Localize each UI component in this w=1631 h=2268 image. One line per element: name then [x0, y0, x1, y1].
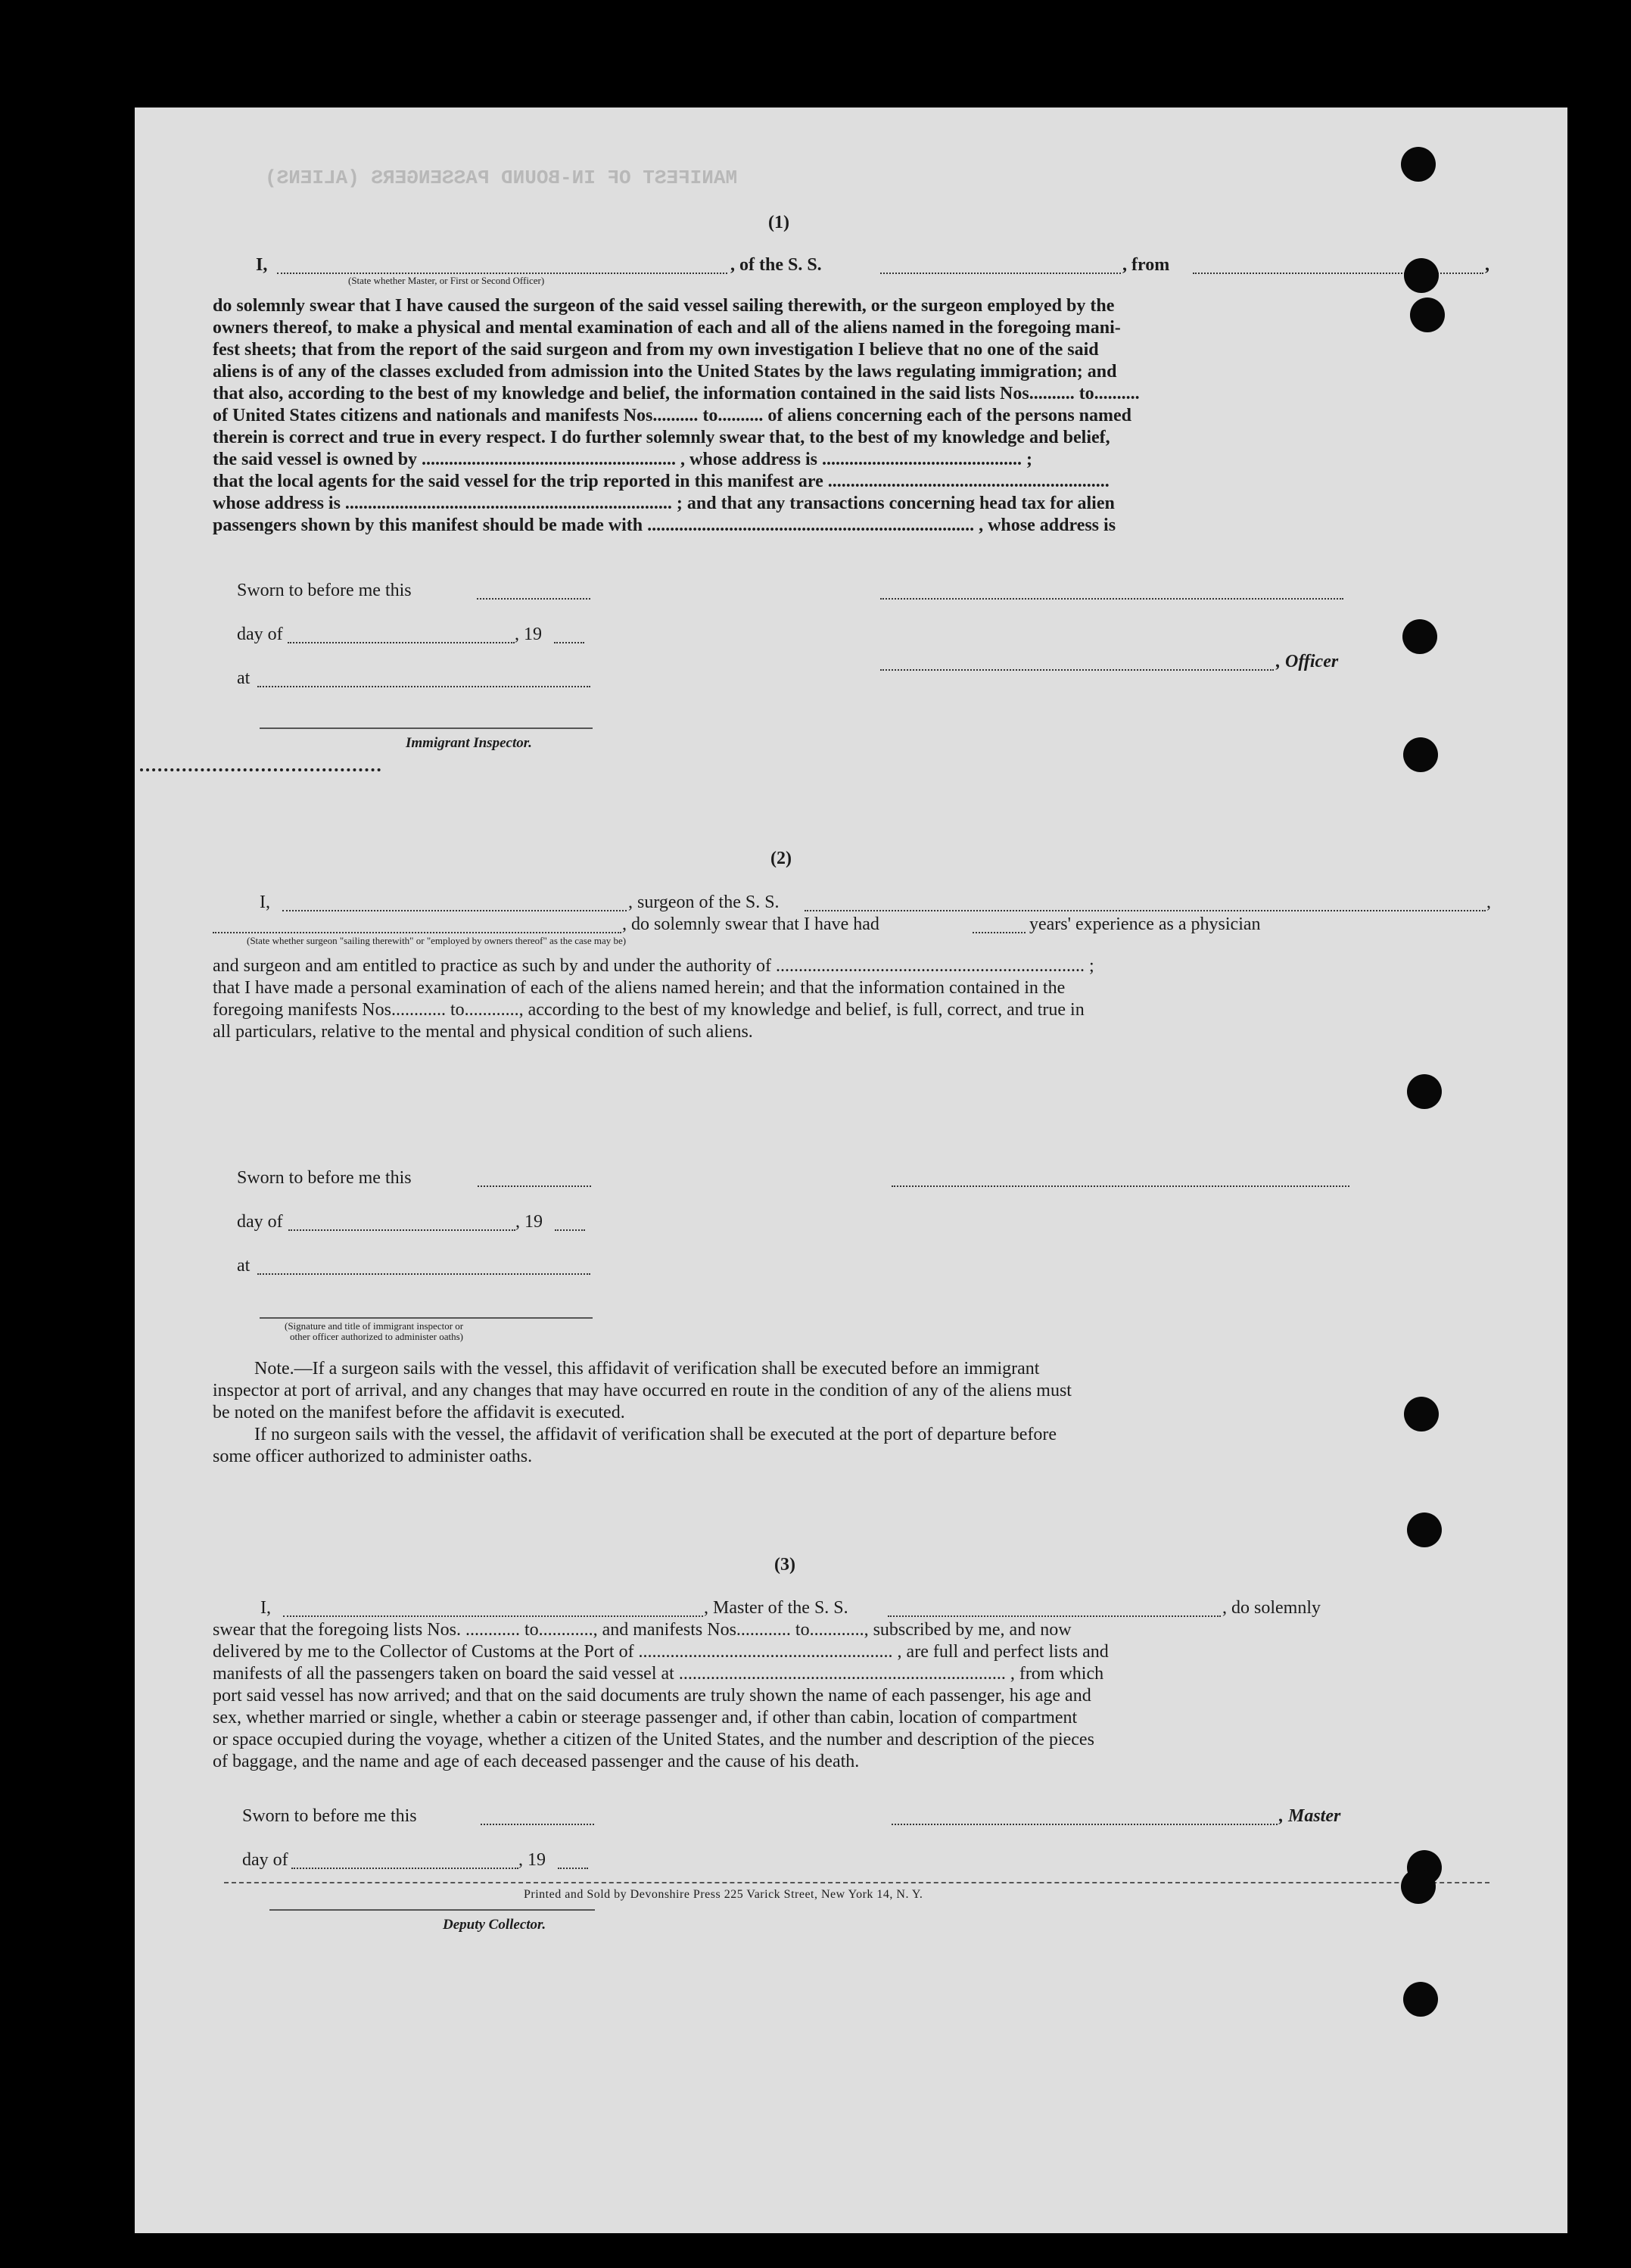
binder-hole — [1407, 1074, 1442, 1109]
s1-signature-line — [880, 598, 1343, 600]
s3-intro-i: I, — [260, 1598, 271, 1618]
s1-sworn: Sworn to before me this — [237, 581, 412, 600]
s2-status-line — [213, 932, 621, 933]
section-1-body: do solemnly swear that I have caused the surgeon of the said vessel sailing therewith, or the surgeon employed by the owners thereof, to make a physical and mental examination of each and all of the aliens named in the foregoing mani- fest sheets; that from the report of the said surgeon and from my own investigation I believe that no one of the said aliens is of any of the classes excluded from admission into the United States by the laws regulating immigration; and that also, according to the best of my knowledge and belief, the information contained in the said lists Nos.......... to.......... of United States citizens and nationals and manifests Nos.......... to.......... of aliens concerning each of the persons named therein is correct and true in every respect. I do further solemnly swear that, to the best of my knowledge and belief, the said vessel is owned by ........................................................ , whose address is ............................................ ; that the local agents for the said vessel for the trip reported in this manifest are .............................................................. whose address is ........................................................................ ; and that any transactions concerning head tax for alien passengers shown by this manifest should be made with ........................................................................ , whose address is — [213, 296, 1140, 535]
note-lead: Note. — [254, 1359, 294, 1379]
section-3-number: (3) — [774, 1555, 795, 1575]
s3-day-line — [291, 1868, 518, 1869]
surgeon-note: (State whether surgeon "sailing therewith" or "employed by owners thereof" as the case may be) — [247, 935, 627, 946]
s1-officer-label: , Officer — [1276, 652, 1339, 671]
vessel-name-line — [880, 273, 1121, 274]
s2-year: , 19 — [515, 1212, 543, 1232]
section-2-body: and surgeon and am entitled to practice as such by and under the authority of .................................................................... ; that I have made a personal examination of each of the aliens named herein; and that the information contained in the foregoing manifests Nos............ to............, according to the best of my knowledge and belief, is full, correct, and true in all particulars, relative to the mental and physical condition of such aliens. — [213, 956, 1094, 1042]
master-name-line — [277, 273, 727, 274]
s3-collector-line — [269, 1909, 595, 1911]
s2-at-line — [257, 1273, 590, 1275]
s2-day-of: day of — [237, 1212, 283, 1232]
s3-intro-master: , Master of the S. S. — [704, 1598, 848, 1618]
s1-inspector-line — [260, 727, 593, 729]
binder-hole — [1402, 619, 1437, 654]
section-3-body: swear that the foregoing lists Nos. ............ to............, and manifests Nos............ to............, subscribed by me, and now delivered by me to the Collector of Customs at the Port of ........................................................ , are full and perfect lists and manifests of all the passengers taken on board the said vessel at ........................................................................ , from which port said vessel has now arrived; and that on the said documents are truly shown the name of each passenger, his age and sex, whether married or single, whether a cabin or steerage passenger and, if other than cabin, location of compartment or space occupied during the voyage, whether a citizen of the United States, and the number and description of the pieces of baggage, and the name and age of each deceased passenger and the cause of his death. — [213, 1620, 1109, 1771]
s2-sworn: Sworn to before me this — [237, 1168, 412, 1188]
s3-sworn-line — [481, 1824, 594, 1825]
s2-at: at — [237, 1256, 251, 1276]
s1-year-line — [554, 642, 584, 643]
binder-hole — [1403, 1982, 1438, 2017]
s1-intro-from: , from — [1122, 255, 1170, 275]
binder-hole — [1407, 1513, 1442, 1547]
left-margin-dots — [140, 768, 381, 771]
s3-master-label: , Master — [1279, 1806, 1341, 1826]
s1-year: , 19 — [515, 625, 542, 644]
s1-sworn-line — [477, 598, 590, 600]
binder-hole — [1401, 1869, 1436, 1904]
binder-hole — [1404, 258, 1439, 293]
s2-sworn-line — [478, 1185, 591, 1187]
section-2-note: Note.—If a surgeon sails with the vessel, this affidavit of verification shall be executed before an immigrant inspector at port of arrival, and any changes that may have occurred en route in the condition of any of the aliens must be noted on the manifest before the affidavit is executed. If no surgeon sails with the vessel, the affidavit of verification shall be executed at the port of departure before some officer authorized to administer oaths. — [213, 1359, 1072, 1466]
s1-intro-comma: , — [1485, 255, 1489, 275]
s3-year-line — [558, 1868, 588, 1869]
s3-year: , 19 — [518, 1850, 546, 1870]
s3-day-of: day of — [242, 1850, 288, 1870]
s2-inspector-line — [260, 1317, 593, 1319]
signature-note-2: other officer authorized to administer oaths) — [290, 1331, 463, 1342]
binder-hole — [1410, 298, 1445, 332]
document-page — [135, 107, 1567, 2233]
s2-vessel-line — [805, 910, 1486, 911]
section-1-number: (1) — [768, 213, 789, 232]
s3-collector-label: Deputy Collector. — [443, 1917, 546, 1933]
binder-hole — [1401, 147, 1436, 182]
s2-year-line — [555, 1229, 585, 1231]
s3-sworn: Sworn to before me this — [242, 1806, 417, 1826]
printer-imprint: Printed and Sold by Devonshire Press 225 Varick Street, New York 14, N. Y. — [524, 1888, 923, 1901]
section-2-number: (2) — [770, 849, 792, 868]
s1-inspector-label: Immigrant Inspector. — [406, 735, 532, 751]
s3-master-name-line — [283, 1615, 703, 1617]
s2-day-line — [288, 1229, 515, 1231]
s1-day-of: day of — [237, 625, 283, 644]
s2-swear: , do solemnly swear that I have had — [622, 914, 879, 934]
binder-hole — [1403, 737, 1438, 772]
surgeon-name-line — [282, 910, 627, 911]
s1-day-line — [288, 642, 515, 643]
signature-note-1: (Signature and title of immigrant inspector or — [285, 1320, 464, 1332]
s1-intro-ss: , of the S. S. — [730, 255, 822, 275]
s3-vessel-line — [888, 1615, 1221, 1617]
s1-officer-line — [880, 669, 1274, 671]
s2-intro-surgeon: , surgeon of the S. S. — [628, 893, 780, 912]
s3-master-line — [892, 1824, 1278, 1825]
s2-intro-comma: , — [1486, 893, 1491, 912]
s1-at-line — [257, 686, 590, 687]
s3-intro-solemnly: , do solemnly — [1222, 1598, 1321, 1618]
s2-intro-i: I, — [260, 893, 270, 912]
binder-hole — [1404, 1397, 1439, 1432]
s2-years-line — [973, 932, 1026, 933]
s1-at: at — [237, 668, 251, 688]
officer-note: (State whether Master, or First or Second Officer) — [348, 275, 545, 286]
bleed-through-header: MANIFEST OF IN-BOUND PASSENGERS (ALIENS) — [265, 167, 738, 189]
s2-years: years' experience as a physician — [1029, 914, 1261, 934]
from-port-line — [1193, 273, 1483, 274]
s1-intro-i: I, — [256, 255, 268, 275]
s2-signature-line — [892, 1185, 1349, 1187]
